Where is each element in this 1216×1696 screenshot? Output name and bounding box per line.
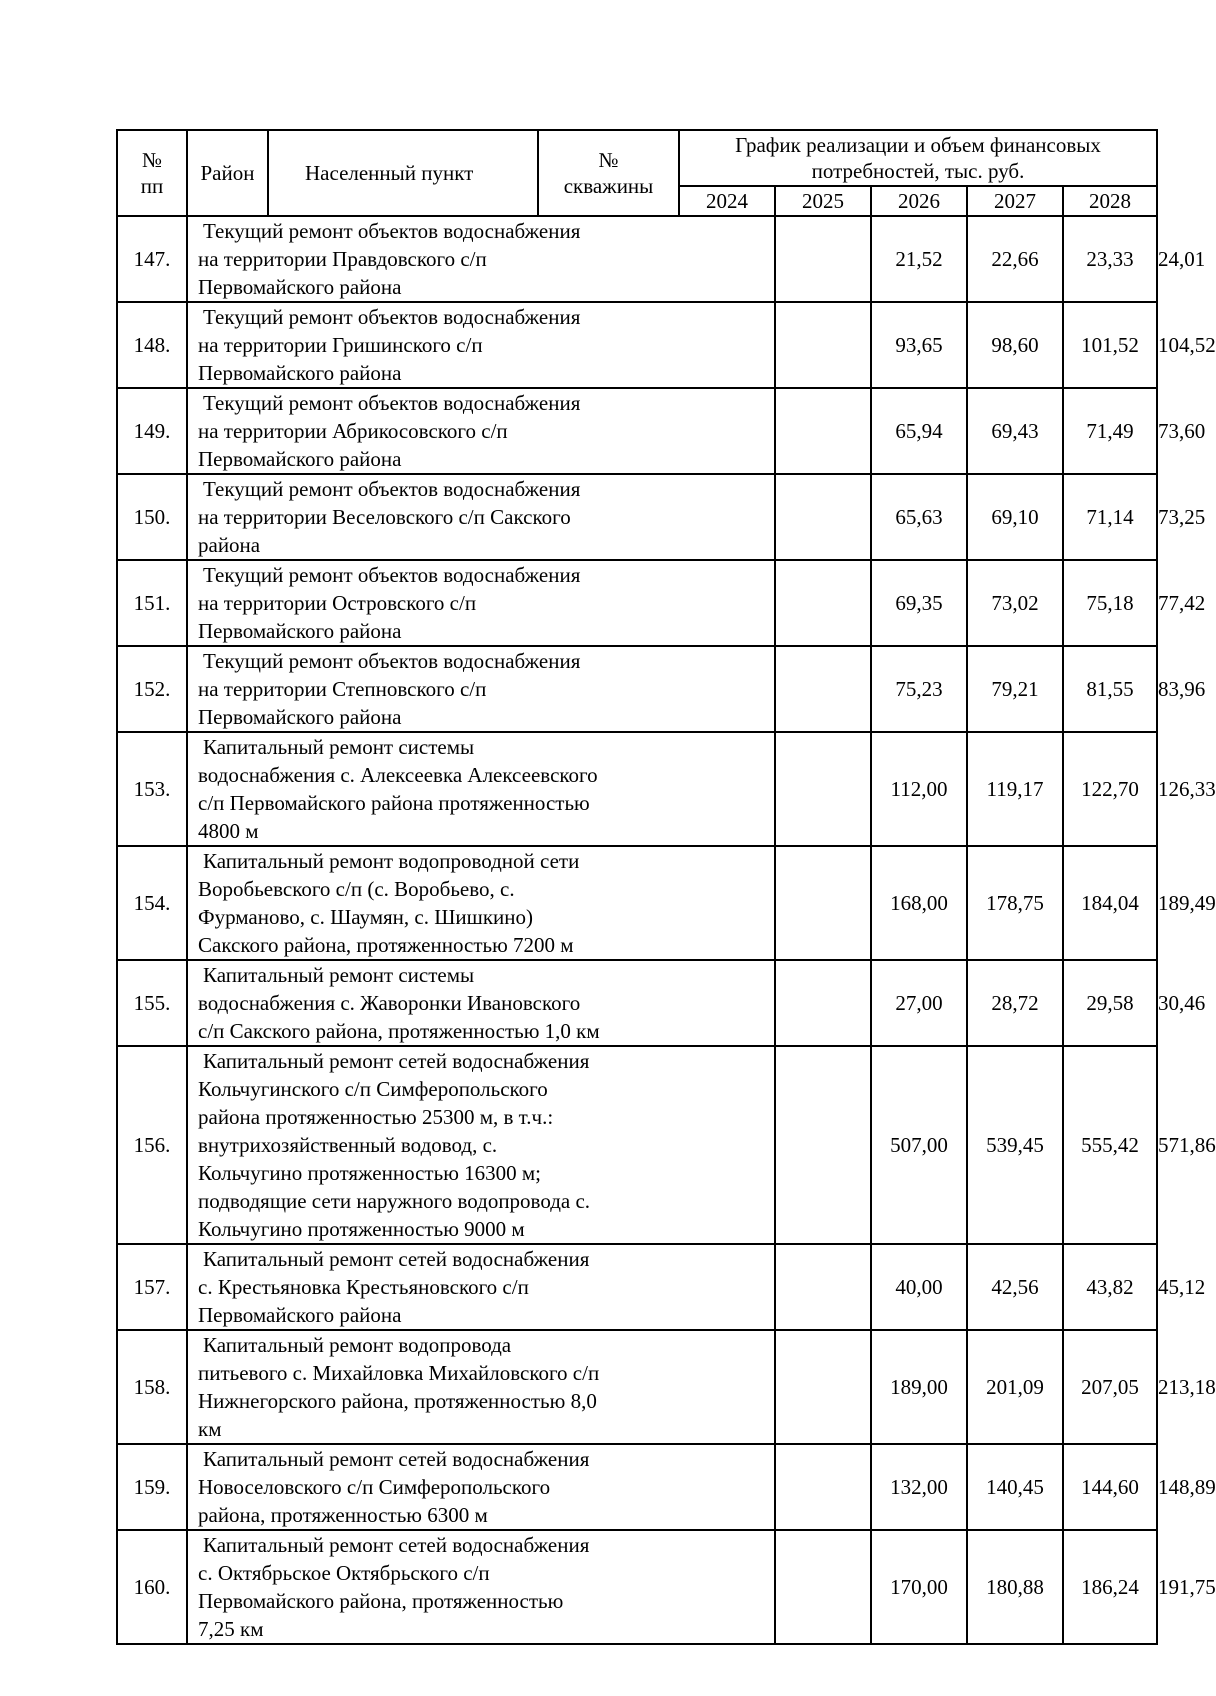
row-number: 154.	[117, 846, 187, 960]
value-2025: 132,00	[871, 1444, 967, 1530]
description-line: подводящие сети наружного водопровода с.	[198, 1189, 591, 1213]
row-description	[187, 1046, 775, 1244]
row-description	[187, 1244, 775, 1330]
value-2027: 29,58	[1063, 960, 1157, 1046]
value-2025: 65,63	[871, 474, 967, 560]
description-line: с. Крестьяновка Крестьяновского с/п	[198, 1275, 529, 1299]
value-2025: 112,00	[871, 732, 967, 846]
table-row: 153. Капитальный ремонт системы водоснабжения с. Алексеевка Алексеевского с/п Первомайского района протяженностью 4800 м 112,00 119,17 122,70 126,33	[117, 732, 1157, 846]
description-line: Сакского района, протяженностью 7200 м	[198, 933, 574, 957]
value-2026: 119,17	[967, 732, 1063, 846]
value-2026: 69,43	[967, 388, 1063, 474]
value-2024	[775, 216, 871, 302]
row-number: 156.	[117, 1046, 187, 1244]
value-2024	[775, 732, 871, 846]
value-2027: 207,05	[1063, 1330, 1157, 1444]
row-number: 150.	[117, 474, 187, 560]
description-line: Капитальный ремонт водопроводной сети	[203, 849, 580, 873]
value-2024	[775, 474, 871, 560]
table-row: 157. Капитальный ремонт сетей водоснабжения с. Крестьяновка Крестьяновского с/п Первомайского района 40,00 42,56 43,82 45,12	[117, 1244, 1157, 1330]
row-number: 151.	[117, 560, 187, 646]
value-2025: 21,52	[871, 216, 967, 302]
value-2027: 101,52	[1063, 302, 1157, 388]
description-line: района	[198, 533, 261, 557]
description-line: Текущий ремонт объектов водоснабжения	[203, 649, 581, 673]
row-description	[187, 474, 775, 560]
value-2027: 144,60	[1063, 1444, 1157, 1530]
value-2027: 23,33	[1063, 216, 1157, 302]
description-line: на территории Веселовского с/п Сакского	[198, 505, 571, 529]
row-number: 159.	[117, 1444, 187, 1530]
value-2024	[775, 388, 871, 474]
table-row: 147. Текущий ремонт объектов водоснабжения на территории Правдовского с/п Первомайского района 21,52 22,66 23,33 24,01	[117, 216, 1157, 302]
description-line: водоснабжения с. Жаворонки Ивановского	[198, 991, 581, 1015]
description-line: водоснабжения с. Алексеевка Алексеевского	[198, 763, 598, 787]
col-header-settlement: Населенный пункт	[268, 130, 538, 216]
year-header: 2025	[775, 186, 871, 216]
description-line: Кольчугино протяженностью 9000 м	[198, 1217, 525, 1241]
value-2024	[775, 960, 871, 1046]
col-header-region: Район	[187, 130, 268, 216]
row-description	[187, 732, 775, 846]
value-2024	[775, 1444, 871, 1530]
description-line: Текущий ремонт объектов водоснабжения	[203, 477, 581, 501]
value-2026: 73,02	[967, 560, 1063, 646]
row-description	[187, 302, 775, 388]
year-header: 2024	[679, 186, 775, 216]
description-line: 7,25 км	[198, 1617, 264, 1641]
year-header: 2026	[871, 186, 967, 216]
value-2027: 186,24	[1063, 1530, 1157, 1644]
value-2026: 42,56	[967, 1244, 1063, 1330]
value-2026: 69,10	[967, 474, 1063, 560]
value-2025: 507,00	[871, 1046, 967, 1244]
budget-table	[116, 129, 1216, 1645]
value-2025: 65,94	[871, 388, 967, 474]
value-2024	[775, 1530, 871, 1644]
row-number: 155.	[117, 960, 187, 1046]
value-2025: 27,00	[871, 960, 967, 1046]
description-line: 4800 м	[198, 819, 259, 843]
description-line: Воробьевского с/п (с. Воробьево, с.	[198, 877, 515, 901]
value-2027: 75,18	[1063, 560, 1157, 646]
row-number: 149.	[117, 388, 187, 474]
description-line: Капитальный ремонт сетей водоснабжения	[203, 1049, 590, 1073]
table-row: 154. Капитальный ремонт водопроводной сети Воробьевского с/п (с. Воробьево, с. Фурманово, с. Шаумян, с. Шишкино) Сакского района, протяженностью 7200 м 168,00 178,75 184,04 189,49	[117, 846, 1157, 960]
description-line: Текущий ремонт объектов водоснабжения	[203, 219, 581, 243]
value-2027: 555,42	[1063, 1046, 1157, 1244]
description-line: Первомайского района	[198, 705, 402, 729]
value-2025: 40,00	[871, 1244, 967, 1330]
row-number: 147.	[117, 216, 187, 302]
description-line: района, протяженностью 6300 м	[198, 1503, 488, 1527]
description-line: Первомайского района, протяженностью	[198, 1589, 564, 1613]
row-number: 148.	[117, 302, 187, 388]
description-line: Фурманово, с. Шаумян, с. Шишкино)	[198, 905, 534, 929]
row-number: 158.	[117, 1330, 187, 1444]
description-line: питьевого с. Михайловка Михайловского с/п	[198, 1361, 600, 1385]
value-2026: 178,75	[967, 846, 1063, 960]
description-line: района протяженностью 25300 м, в т.ч.:	[198, 1105, 554, 1129]
description-line: Нижнегорского района, протяженностью 8,0	[198, 1389, 597, 1413]
table-row: 150. Текущий ремонт объектов водоснабжения на территории Веселовского с/п Сакского района 65,63 69,10 71,14 73,25	[117, 474, 1157, 560]
value-2024	[775, 646, 871, 732]
value-2027: 81,55	[1063, 646, 1157, 732]
description-line: км	[198, 1417, 222, 1441]
table-row: 155. Капитальный ремонт системы водоснабжения с. Жаворонки Ивановского с/п Сакского района, протяженностью 1,0 км 27,00 28,72 29,58 30,46	[117, 960, 1157, 1046]
description-line: Первомайского района	[198, 1303, 402, 1327]
row-description	[187, 560, 775, 646]
description-line: Первомайского района	[198, 619, 402, 643]
description-line: с. Октябрьское Октябрьского с/п	[198, 1561, 490, 1585]
year-header: 2028	[1063, 186, 1157, 216]
row-description	[187, 846, 775, 960]
description-line: с/п Сакского района, протяженностью 1,0 км	[198, 1019, 600, 1043]
table-row: 152. Текущий ремонт объектов водоснабжения на территории Степновского с/п Первомайского района 75,23 79,21 81,55 83,96	[117, 646, 1157, 732]
description-line: Капитальный ремонт системы	[203, 735, 475, 759]
row-description	[187, 216, 775, 302]
value-2026: 79,21	[967, 646, 1063, 732]
row-description	[187, 1530, 775, 1644]
value-2025: 69,35	[871, 560, 967, 646]
value-2024	[775, 1244, 871, 1330]
value-2025: 168,00	[871, 846, 967, 960]
description-line: Текущий ремонт объектов водоснабжения	[203, 391, 581, 415]
value-2026: 201,09	[967, 1330, 1063, 1444]
description-line: на территории Правдовского с/п	[198, 247, 487, 271]
description-line: Новоселовского с/п Симферопольского	[198, 1475, 551, 1499]
description-line: на территории Гришинского с/п	[198, 333, 483, 357]
value-2024	[775, 1046, 871, 1244]
value-2025: 170,00	[871, 1530, 967, 1644]
value-2024	[775, 846, 871, 960]
description-line: на территории Степновского с/п	[198, 677, 487, 701]
table-row: 148. Текущий ремонт объектов водоснабжения на территории Гришинского с/п Первомайского района 93,65 98,60 101,52 104,52	[117, 302, 1157, 388]
description-line: Первомайского района	[198, 361, 402, 385]
row-description	[187, 960, 775, 1046]
row-description	[187, 1330, 775, 1444]
value-2024	[775, 302, 871, 388]
row-description	[187, 1444, 775, 1530]
year-header: 2027	[967, 186, 1063, 216]
table-row: 160. Капитальный ремонт сетей водоснабжения с. Октябрьское Октябрьского с/п Первомайского района, протяженностью 7,25 км 170,00 180,88 186,24 191,75	[117, 1530, 1157, 1644]
col-header-well: № скважины	[538, 130, 679, 216]
description-line: Капитальный ремонт сетей водоснабжения	[203, 1533, 590, 1557]
description-line: с/п Первомайского района протяженностью	[198, 791, 590, 815]
description-line: Капитальный ремонт водопровода	[203, 1333, 512, 1357]
table-row: 158. Капитальный ремонт водопровода питьевого с. Михайловка Михайловского с/п Нижнегорского района, протяженностью 8,0 км 189,00 201,09 207,05 213,18	[117, 1330, 1157, 1444]
description-line: Капитальный ремонт сетей водоснабжения	[203, 1247, 590, 1271]
value-2024	[775, 1330, 871, 1444]
description-line: Первомайского района	[198, 447, 402, 471]
description-line: Кольчугинского с/п Симферопольского	[198, 1077, 548, 1101]
row-number: 152.	[117, 646, 187, 732]
description-line: Текущий ремонт объектов водоснабжения	[203, 563, 581, 587]
description-line: Капитальный ремонт сетей водоснабжения	[203, 1447, 590, 1471]
row-number: 157.	[117, 1244, 187, 1330]
col-header-no: № пп	[117, 130, 187, 216]
description-line: Кольчугино протяженностью 16300 м;	[198, 1161, 542, 1185]
value-2026: 140,45	[967, 1444, 1063, 1530]
row-number: 160.	[117, 1530, 187, 1644]
value-2025: 75,23	[871, 646, 967, 732]
value-2027: 71,14	[1063, 474, 1157, 560]
value-2025: 93,65	[871, 302, 967, 388]
value-2026: 22,66	[967, 216, 1063, 302]
value-2026: 98,60	[967, 302, 1063, 388]
value-2026: 28,72	[967, 960, 1063, 1046]
value-2027: 122,70	[1063, 732, 1157, 846]
description-line: внутрихозяйственный водовод, с.	[198, 1133, 498, 1157]
value-2025: 189,00	[871, 1330, 967, 1444]
description-line: Первомайского района	[198, 275, 402, 299]
row-description	[187, 388, 775, 474]
value-2026: 539,45	[967, 1046, 1063, 1244]
table-row: 159. Капитальный ремонт сетей водоснабжения Новоселовского с/п Симферопольского района, протяженностью 6300 м 132,00 140,45 144,60 148,89	[117, 1444, 1157, 1530]
value-2027: 184,04	[1063, 846, 1157, 960]
row-description	[187, 646, 775, 732]
col-header-schedule: График реализации и объем финансовых потребностей, тыс. руб.	[679, 130, 1157, 186]
value-2027: 71,49	[1063, 388, 1157, 474]
table-row: 149. Текущий ремонт объектов водоснабжения на территории Абрикосовского с/п Первомайского района 65,94 69,43 71,49 73,60	[117, 388, 1157, 474]
description-line: Капитальный ремонт системы	[203, 963, 475, 987]
description-line: на территории Островского с/п	[198, 591, 477, 615]
value-2024	[775, 560, 871, 646]
value-2026: 180,88	[967, 1530, 1063, 1644]
row-number: 153.	[117, 732, 187, 846]
table-row: 151. Текущий ремонт объектов водоснабжения на территории Островского с/п Первомайского района 69,35 73,02 75,18 77,42	[117, 560, 1157, 646]
table-row: 156. Капитальный ремонт сетей водоснабжения Кольчугинского с/п Симферопольского района протяженностью 25300 м, в т.ч.: внутрихозяйственный водовод, с. Кольчугино протяженностью 16300 м; подводящие сети наружного водопровода с. Кольчугино протяженностью 9000 м 507,00 539,45 555,42 571,86	[117, 1046, 1157, 1244]
value-2027: 43,82	[1063, 1244, 1157, 1330]
description-line: Текущий ремонт объектов водоснабжения	[203, 305, 581, 329]
description-line: на территории Абрикосовского с/п	[198, 419, 508, 443]
